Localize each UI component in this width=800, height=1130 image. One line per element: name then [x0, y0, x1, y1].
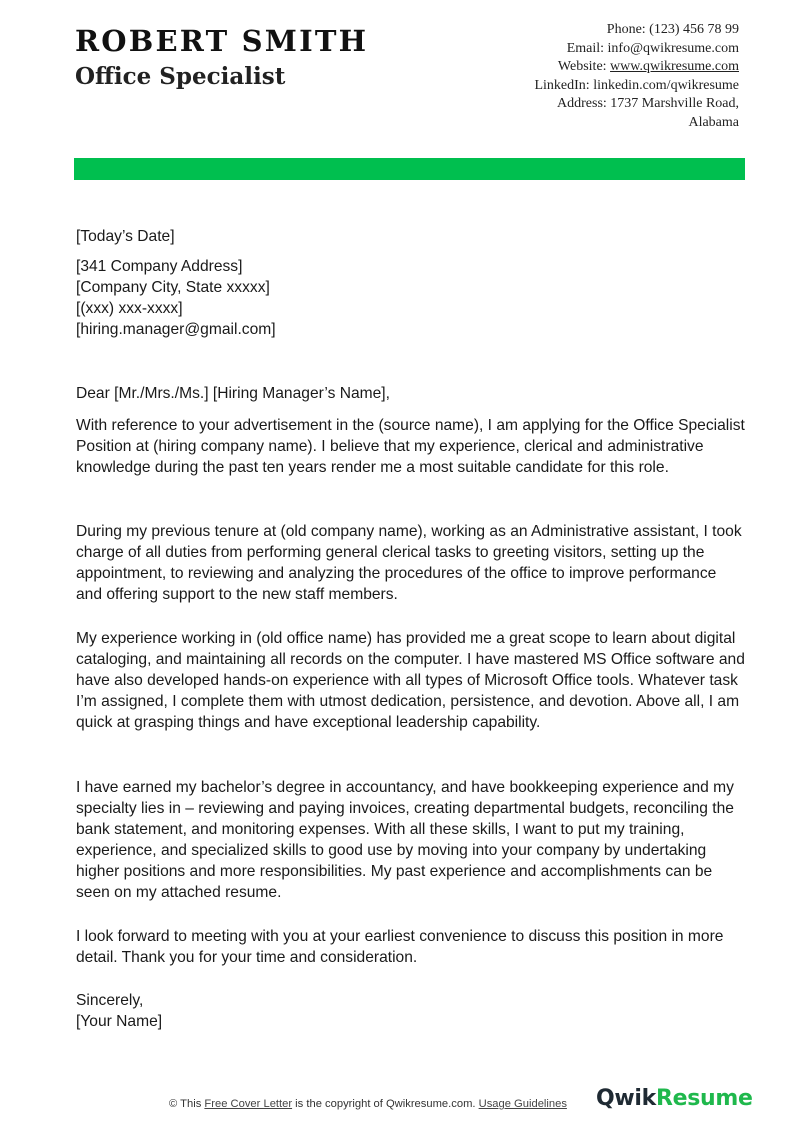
contact-address-line2: Alabama	[688, 114, 739, 130]
qwikresume-logo[interactable]	[596, 1086, 753, 1111]
recipient-address: [341 Company Address]	[76, 258, 243, 275]
contact-block	[534, 21, 739, 132]
recipient-block	[76, 256, 746, 340]
copyright-notice	[169, 1098, 567, 1110]
contact-address-line1: Address: 1737 Marshville Road,	[557, 96, 739, 111]
website-link[interactable]: www.qwikresume.com	[610, 59, 739, 74]
contact-linkedin: LinkedIn: linkedin.com/qwikresume	[534, 77, 739, 93]
logo-resume-text: Resume	[656, 1086, 753, 1111]
paragraph-1: With reference to your advertisement in the (source name), I am applying for the Office Specialist Position at (hiring company name). I believe that my experience, clerical and administrative knowledge during the past ten years render me a most suitable candidate for this role.	[76, 417, 745, 476]
contact-website	[534, 58, 739, 77]
closing-phrase: Sincerely,	[76, 992, 144, 1009]
contact-email: Email: info@qwikresume.com	[566, 40, 739, 56]
paragraph-4: I have earned my bachelor’s degree in accountancy, and have bookkeeping experience and my specialty lies in – reviewing and paying invoices, creating departmental budgets, reconciling the bank statement, and monitoring expenses. With all these skills, I want to put my training, experience, and specialized skills to good use by moving into your company by undertaking higher positions and more responsibilities. My past experience and accomplishments can be seen on my attached resume.	[76, 779, 734, 901]
recipient-phone: [(xxx) xxx-xxxx]	[76, 300, 183, 317]
recipient-city-state: [Company City, State xxxxx]	[76, 279, 270, 296]
closing-block	[76, 990, 746, 1032]
job-title: Office Specialist	[75, 63, 286, 90]
salutation: Dear [Mr./Mrs./Ms.] [Hiring Manager’s Name],	[76, 385, 390, 402]
free-cover-letter-link[interactable]: Free Cover Letter	[204, 1098, 293, 1110]
recipient-email: [hiring.manager@gmail.com]	[76, 321, 276, 338]
copyright-middle: is the copyright of Qwikresume.com.	[292, 1098, 479, 1110]
logo-qwik-text: Qwik	[596, 1086, 656, 1111]
copyright-prefix: © This	[169, 1098, 205, 1110]
applicant-name: ROBERT SMITH	[75, 24, 369, 58]
contact-phone: Phone: (123) 456 78 99	[606, 22, 739, 37]
accent-divider-bar	[74, 158, 745, 180]
paragraph-3: My experience working in (old office name) has provided me a great scope to learn about digital cataloging, and maintaining all records on the computer. I have mastered MS Office software and have also developed hands-on experience with all types of Microsoft Office tools. Whatever task I’m assigned, I complete them with utmost dedication, persistence, and devotion. Above all, I am quick at grasping things and have exceptional leadership capability.	[76, 630, 745, 731]
paragraph-5: I look forward to meeting with you at your earliest convenience to discuss this position in more detail. Thank you for your time and consideration.	[76, 928, 724, 966]
usage-guidelines-link[interactable]: Usage Guidelines	[478, 1098, 567, 1110]
paragraph-2: During my previous tenure at (old company name), working as an Administrative assistant, I took charge of all duties from performing general clerical tasks to greeting visitors, setting up the appointment, to reviewing and analyzing the procedures of the office to improve performance and offering support to the new staff members.	[76, 523, 742, 603]
signature-name: [Your Name]	[76, 1013, 163, 1030]
website-label: Website:	[557, 59, 611, 74]
letter-date: [Today’s Date]	[76, 228, 175, 245]
